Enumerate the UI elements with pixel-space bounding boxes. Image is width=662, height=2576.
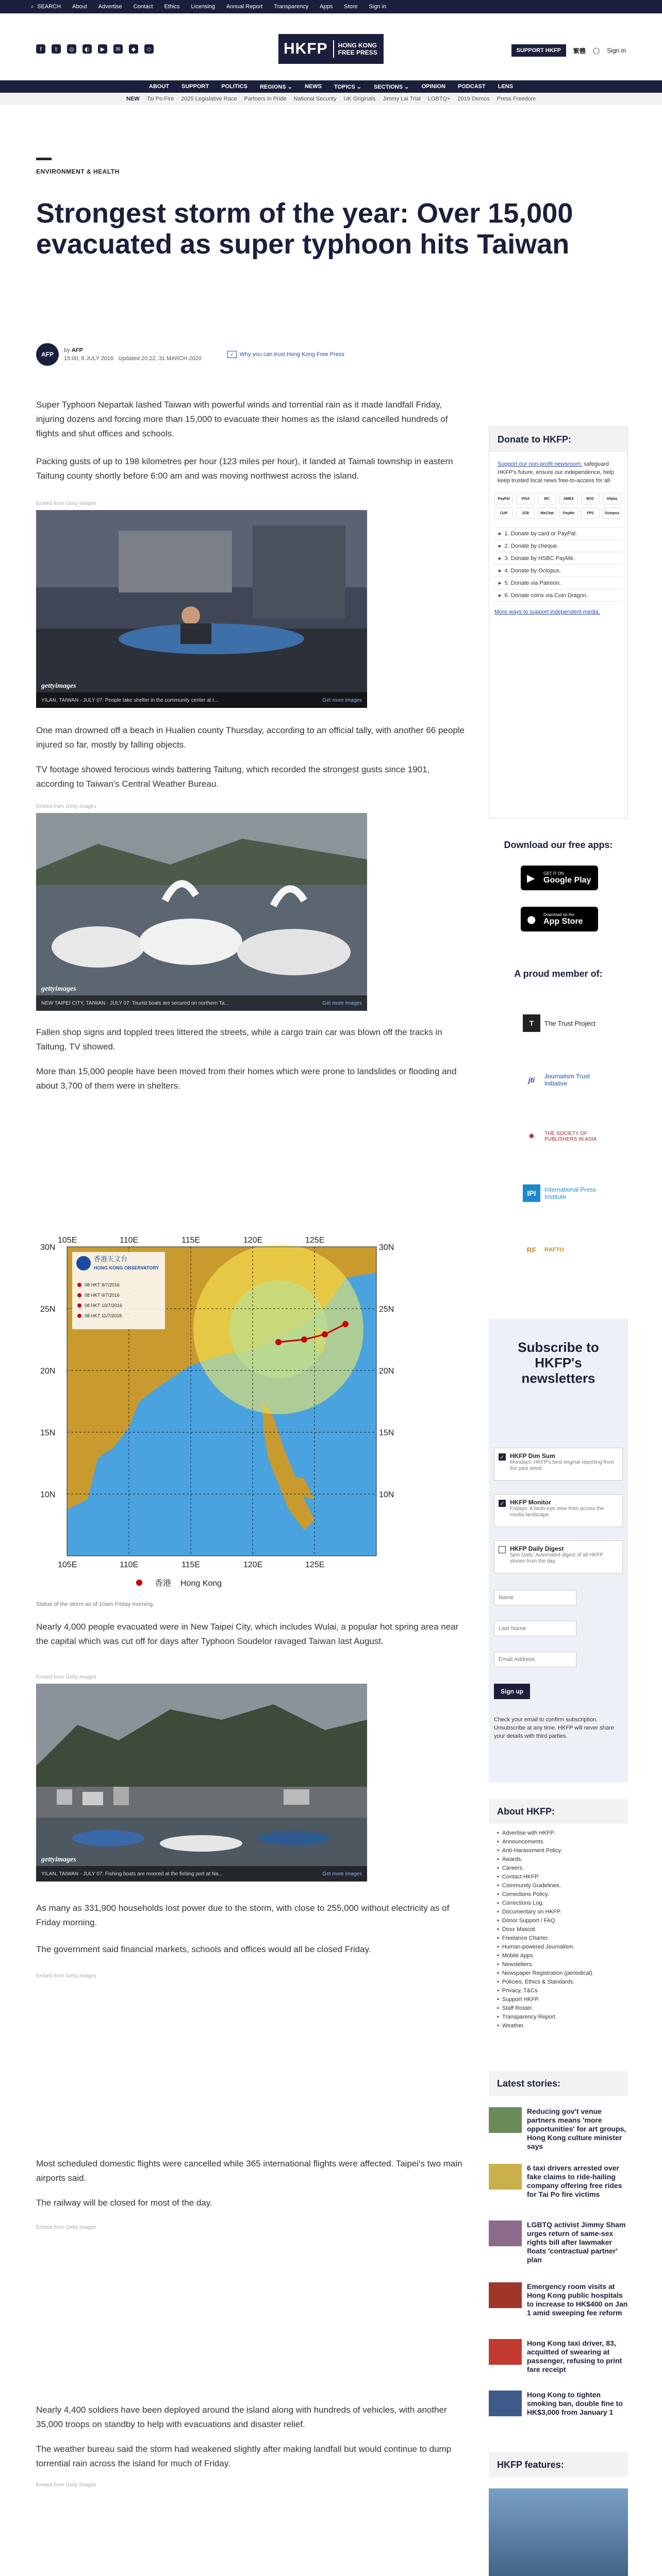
paypal-icon: PayPal [494,493,513,504]
article-paragraph: Fallen shop signs and toppled trees littered the streets, while a cargo train car was blown off the tracks in Taitung, TV showed. [36,1027,442,1052]
signin-link[interactable]: Sign in [607,47,626,54]
checkbox[interactable] [499,1546,506,1553]
twitter-icon[interactable]: t [52,44,61,54]
triangle-right-icon: ▸ [499,531,502,537]
map-legend-entry: 08 HKT 9/7/2016 [85,1293,120,1298]
telegram-icon[interactable]: ◆ [129,44,138,54]
about-link[interactable]: • Awards. [497,1855,620,1864]
map-legend-entry: 08 HKT 11/7/2016 [85,1313,122,1318]
about-link[interactable]: • Weather. [497,2022,620,2030]
nav-support[interactable]: SUPPORT [181,83,209,90]
latest-widget [489,2071,628,2096]
trending-link[interactable]: Partners in Pride [244,96,287,102]
about-link[interactable]: • Contact HKFP. [497,1873,620,1882]
lon-label: 120E [243,1236,263,1245]
newsletter-title: Subscribe to HKFP's newsletters [518,1340,599,1386]
about-link[interactable]: • Human-powered Journalism. [497,1943,620,1952]
latest-story[interactable]: Hong Kong to tighten smoking ban, double fine to HK$3,000 from January 1 [489,2391,628,2427]
getty-logo: gettyimages [41,682,76,690]
search-button[interactable]: ⌕ SEARCH [31,3,61,10]
article-paragraph: As many as 331,900 households lost power due to the storm, with close to 255,000 without electricity as of Friday morning. [36,1903,450,1927]
bluesky-icon[interactable]: ◇ [144,44,154,54]
story-thumbnail [489,2107,522,2133]
instagram-icon[interactable]: ◎ [67,44,76,54]
boc-icon: BOC [581,493,600,504]
social-links [36,44,154,54]
lon-label: 105E [58,1561,77,1569]
new-label: NEW [126,96,140,102]
trending-bar [0,93,662,105]
logo-mark: HKFP [278,40,334,58]
feature-image [489,2488,628,2576]
about-link[interactable]: • Support HKFP. [497,1995,620,2004]
trending-link[interactable]: UK Originals [343,96,376,102]
nav-podcast[interactable]: PODCAST [457,83,486,90]
last-name-input[interactable] [494,1621,576,1636]
about-link[interactable]: • Corrections Policy. [497,1890,620,1899]
about-link[interactable]: • Donor Support / FAQ. [497,1917,620,1925]
donate-blurb-link[interactable]: Support our non-profit newsroom; [498,461,582,467]
utility-link-contact[interactable]: Contact [133,4,153,10]
about-links [489,1824,628,2036]
donate-option[interactable]: ▸ 2. Donate by cheque. [494,540,622,552]
amex-icon: AMEX [559,493,578,504]
nav-news[interactable]: NEWS [304,83,322,90]
about-link[interactable]: • Newspaper Registration (periodical). [497,1969,620,1978]
lat-label: 10N [40,1490,56,1499]
article-photo[interactable] [36,510,367,708]
lat-label: 10N [379,1490,394,1499]
article-photo[interactable] [36,1684,367,1882]
story-thumbnail [489,2282,522,2308]
trust-link[interactable]: ✓ Why you can trust Hong Kong Free Press [227,351,344,358]
getty-logo: gettyimages [41,1856,76,1863]
latest-story[interactable]: Reducing gov't venue partners means 'more opportunities' for art groups, Hong Kong culture minister says [489,2107,628,2143]
lat-label: 25N [40,1305,56,1314]
article-headline: Strongest storm of the year: Over 15,000 evacuated as super typhoon hits Taiwan [36,198,573,260]
donate-widget [489,427,628,818]
lat-label: 25N [379,1305,394,1314]
jti-logo: jti [528,1076,535,1084]
payme-icon: PayMe [559,507,578,519]
nav-topics[interactable]: TOPICS ⌄ [334,83,361,90]
trust-project-logo: T [523,1014,540,1032]
story-thumbnail [489,2339,522,2365]
nav-politics[interactable]: POLITICS [221,83,247,90]
threads-icon[interactable]: ◐ [82,44,92,54]
donate-option[interactable]: ▸ 5. Donate via Patreon. [494,577,622,589]
triangle-right-icon: ▸ [499,592,502,599]
signup-button[interactable]: Sign up [494,1684,530,1699]
name-input[interactable] [494,1590,576,1605]
utility-link-ethics[interactable]: Ethics [164,4,180,10]
donate-option[interactable]: ▸ 3. Donate by HSBC PayMe. [494,552,622,565]
map-legend-entry: 08 HKT 8/7/2016 [85,1282,120,1287]
triangle-right-icon: ▸ [499,543,502,549]
publish-date: 15:00, 8 JULY 2016 [64,355,114,362]
latest-story[interactable]: Emergency room visits at Hong Kong public hospitals to increase to HK$400 on Jan 1 amid sweeping fee reform [489,2282,628,2318]
utility-link-annual-report[interactable]: Annual Report [226,4,263,10]
donate-option[interactable]: ▸ 1. Donate by card or PayPal. [494,528,622,540]
newsletter-note: Check your email to confirm subscription. Unsubscribe at any time. HKFP will never share your details with third parties. [494,1717,614,1739]
story-thumbnail [489,2164,522,2190]
google-play-button[interactable]: ▶ GET IT ON Google Play [521,866,598,890]
story-thumbnail [489,2221,522,2246]
feature-story[interactable] [489,2488,628,2576]
article-paragraph: The railway will be closed for most of the day. [36,2198,212,2208]
members-title: A proud member of: [514,969,603,979]
about-link[interactable]: • Corrections Log. [497,1899,620,1908]
about-link[interactable]: • Advertise with HKFP. [497,1829,620,1838]
alipay-icon: Alipay [603,493,621,504]
about-link[interactable]: • Anti-Harassment Policy. [497,1846,620,1855]
utility-link-licensing[interactable]: Licensing [191,4,215,10]
apps-title: Download our free apps: [504,840,613,850]
photo-credit: Embed from Getty Images [36,2225,96,2230]
main-nav [0,80,662,93]
donate-options [494,527,622,602]
wechat-icon: WeChat [538,507,556,519]
trending-link[interactable]: Jimmy Lai Trial [383,96,421,102]
site-logo[interactable] [278,34,384,64]
author-avatar[interactable]: AFP [36,343,59,366]
nav-regions[interactable]: REGIONS ⌄ [259,83,292,90]
about-link[interactable]: • Transparency Report. [497,2013,620,2022]
boats-photo [36,813,367,1011]
member-rafto[interactable]: RF RAFTO [523,1240,606,1260]
member-ipi[interactable]: IPI International Press Institute [523,1183,606,1204]
trending-link[interactable]: National Security [293,96,337,102]
more-images-link[interactable]: Get more images [322,1871,362,1877]
donate-option[interactable]: ▸ 6. Donate coins via Coin Dragon. [494,589,622,602]
member-trust-project[interactable]: T The Trust Project [523,1013,596,1033]
article-paragraph: Super Typhoon Nepartak lashed Taiwan with powerful winds and torrential rain as it made landfall Friday, injuring dozens and forcing more than 15,000 to evacuate their homes as the island cancelled hundreds of flights and shut offices and schools. [36,400,448,438]
sopa-logo: ✺ [528,1132,535,1141]
photo-caption: YILAN, TAIWAN - JULY 07: People take shelter in the community center at t... Get more images [36,692,367,708]
photo-caption: NEW TAIPEI CITY, TAIWAN - JULY 07: Tourist boats are secured on northern Ta... Get more images [36,995,367,1011]
fps-icon: FPS [581,507,600,519]
shelter-photo [36,510,367,708]
checkbox[interactable]: ✓ [499,1500,506,1507]
byline-meta: by AFP 15:00, 8 JULY 2016 Updated 20:22, 31 MARCH 2020 [64,347,202,362]
triangle-right-icon: ▸ [499,555,502,562]
checkbox[interactable]: ✓ [499,1453,506,1461]
rafto-logo: RF [526,1246,537,1254]
article-paragraph: The government said financial markets, schools and offices would all be closed Friday. [36,1944,371,1954]
utility-bar [0,0,662,13]
member-jti[interactable]: jti Journalism Trust Initiative [523,1070,601,1090]
photo-caption: YILAN, TAIWAN - JULY 07: Fishing boats are moored at the fishing port at Na... Get more images [36,1866,367,1882]
lon-label: 115E [181,1561,201,1569]
utility-link-advertise[interactable]: Advertise [98,4,122,10]
article-category[interactable]: ENVIRONMENT & HEALTH [36,168,120,175]
user-icon: ◯ [592,47,600,54]
newsletter-option-daily-digest[interactable]: HKFP Daily Digest 5pm Daily: Automated digest of all HKFP stories from the day. [494,1540,623,1573]
lon-label: 125E [305,1236,325,1245]
mastercard-icon: MC [538,493,556,504]
trending-link[interactable]: Press Freedom [496,96,536,102]
latest-title: Latest stories: [497,2078,561,2089]
utility-link-about[interactable]: About [72,4,87,10]
about-link[interactable]: • Careers. [497,1864,620,1873]
map-graphic [36,1231,397,1597]
header-actions [511,44,626,57]
byline [36,343,344,366]
newsletter-option-dim-sum[interactable]: ✓ HKFP Dim Sum Mondays: HKFP's best original reporting from the past week. [494,1448,623,1481]
lon-label: 125E [305,1561,325,1569]
utility-link-apps[interactable]: Apps [320,4,333,10]
observatory-name-en: HONG KONG OBSERVATORY [94,1265,159,1270]
nav-opinion[interactable]: OPINION [421,83,445,90]
article-paragraph: Most scheduled domestic flights were cancelled while 365 international flights were affected. Taipei's two main airports said. [36,2159,462,2183]
photo-credit: Embed from Getty Images [36,501,96,506]
latest-story[interactable]: LGBTQ activist Jimmy Sham urges return of same-sex rights bill after lawmaker floats 'contractual partner' plan [489,2221,628,2257]
utility-link-store[interactable]: Store [344,4,358,10]
search-icon: ⌕ [31,3,35,10]
octopus-icon: Octopus [603,507,621,519]
about-title: About HKFP: [497,1806,555,1817]
map-caption: Status of the storm as of 10am Friday morning. [36,1601,155,1607]
donate-blurb: Support our non-profit newsroom; safeguard HKFP's future, ensure our independence, help keep trusted local news free-to-access for all. [498,461,614,484]
more-images-link[interactable]: Get more images [322,697,362,703]
about-link[interactable]: • Privacy, T&Cs. [497,1987,620,1995]
photo-credit: Embed from Getty Images [36,804,96,809]
visa-icon: VISA [516,493,535,504]
latest-story[interactable]: Hong Kong taxi driver, 83, acquitted of swearing at passenger, refusing to print fare receipt [489,2339,628,2375]
story-thumbnail [489,2391,522,2416]
lat-label: 20N [379,1367,394,1376]
email-icon[interactable]: ✉ [113,44,123,54]
updated-date: Updated 20:22, 31 MARCH 2020 [118,355,202,362]
about-link[interactable]: • Documentary on HKFP. [497,1908,620,1917]
ipi-logo: IPI [523,1184,540,1202]
email-input[interactable] [494,1652,576,1667]
members-widget [489,969,628,979]
article-paragraph: More than 15,000 people have been moved from their homes which were prone to landslides or flooding and about 3,700 of them were in shelters. [36,1066,457,1091]
lon-label: 110E [120,1561,139,1569]
member-sopa[interactable]: ✺ THE SOCIETY OF PUBLISHERS IN ASIA [523,1126,611,1147]
utility-link-transparency[interactable]: Transparency [274,4,309,10]
about-link[interactable]: • Newsletters. [497,1960,620,1969]
nav-sections[interactable]: SECTIONS ⌄ [373,83,409,90]
article-paragraph: Packing gusts of up to 198 kilometres per hour (123 miles per hour), it landed at Taimali township in eastern Taitung county shortly before 6:00 am and was moving northwest across the island. [36,456,453,481]
article-paragraph: Nearly 4,000 people evacuated were in New Taipei City, which includes Wulai, a popular hot spring area near the capital which was cut off for days after Typhoon Soudelor ravaged Taiwan last August. [36,1622,459,1646]
harbour-photo [36,1684,367,1882]
youtube-icon[interactable]: ▶ [98,44,107,54]
about-link[interactable]: • Doxx Mascot. [497,1925,620,1934]
lat-label: 15N [40,1429,56,1437]
unionpay-icon: CUP [494,507,513,519]
lon-label: 120E [243,1561,263,1569]
google-play-icon: ▶ [527,872,535,884]
article-photo[interactable] [36,813,367,1011]
payment-methods [489,493,627,519]
author-name[interactable]: AFP [71,347,83,353]
article-paragraph: The weather bureau said the storm had weakened slightly after making landfall but would continue to dump torrential rain across the island for much of Friday. [36,2444,452,2468]
more-ways-link[interactable]: More ways to support independent media. [494,609,600,615]
lon-label: 105E [58,1236,77,1245]
photo-credit: Embed from Getty Images [36,2482,96,2488]
app-store-button[interactable]: ● Download on the App Store [521,907,598,931]
photo-credit: Embed from Getty Images [36,1674,96,1680]
logo-name: HONG KONG FREE PRESS [338,42,377,56]
nav-lens[interactable]: LENS [498,83,514,90]
triangle-right-icon: ▸ [499,580,502,586]
features-widget [489,2452,628,2477]
map-place-label: Hong Kong [180,1579,222,1588]
latest-story[interactable]: 6 taxi drivers arrested over fake claims to ride-hailing company offering free rides for Tai Po fire victims [489,2164,628,2200]
trending-link[interactable]: LGBTQ+ [427,96,451,102]
about-link[interactable]: • Mobile Apps. [497,1952,620,1960]
apps-widget [489,840,628,851]
donate-option[interactable]: ▸ 4. Donate by Octopus. [494,565,622,577]
jcb-icon: JCB [516,507,535,519]
site-header [0,13,662,80]
about-link[interactable]: • Freelance Charter. [497,1934,620,1943]
typhoon-track-map[interactable] [36,1231,397,1597]
svg-text:香港: 香港 [155,1578,172,1588]
language-switch[interactable]: 繁體 [573,47,586,55]
lat-label: 20N [40,1367,56,1376]
lat-label: 30N [379,1243,394,1252]
map-legend-entry: 08 HKT 10/7/2016 [85,1303,122,1308]
lon-label: 115E [181,1236,201,1245]
facebook-icon[interactable]: f [36,44,45,54]
photo-credit: Embed from Getty Images [36,1973,96,1979]
trending-link[interactable]: 2025 Legislative Race [181,96,237,102]
article-paragraph: TV footage showed ferocious winds battering Taitung, which recorded the strongest gusts since 1901, according to Taiwan's Central Weather Bureau. [36,765,430,789]
newsletter-option-monitor[interactable]: ✓ HKFP Monitor Fridays: A birds-eye view from across the media landscape. [494,1494,623,1527]
getty-logo: gettyimages [41,985,76,993]
triangle-right-icon: ▸ [499,568,502,574]
lat-label: 30N [40,1243,56,1252]
about-link[interactable]: • Community Guidelines. [497,1882,620,1890]
article-paragraph: One man drowned off a beach in Hualien county Thursday, according to an official tally, with another 66 people injured so far, mostly by falling objects. [36,725,465,750]
category-rule [36,158,52,160]
article-paragraph: Nearly 4,400 soldiers have been deployed around the island along with hundreds of vehicles, with another 35,000 troops on standby to help with evacuations and disaster relief. [36,2405,447,2429]
donate-title: Donate to HKFP: [498,434,571,445]
about-widget [489,1799,628,2036]
trust-icon: ✓ [227,351,237,358]
apple-icon: ● [527,913,536,925]
nav-about[interactable]: ABOUT [148,83,170,90]
observatory-name-cn: 香港天文台 [94,1256,128,1263]
lon-label: 110E [120,1236,139,1245]
trending-link[interactable]: Tai Po Fire [146,96,174,102]
more-images-link[interactable]: Get more images [322,1000,362,1006]
features-title: HKFP features: [497,2459,564,2470]
about-link[interactable]: • Policies, Ethics & Standards. [497,1978,620,1987]
trending-link[interactable]: 2019 Demos [457,96,490,102]
utility-link-signin[interactable]: Sign in [369,4,387,10]
about-link[interactable]: • Staff Roster. [497,2004,620,2013]
support-button[interactable]: SUPPORT HKFP [511,44,566,57]
about-link[interactable]: • Announcements. [497,1838,620,1846]
lat-label: 15N [379,1429,394,1437]
